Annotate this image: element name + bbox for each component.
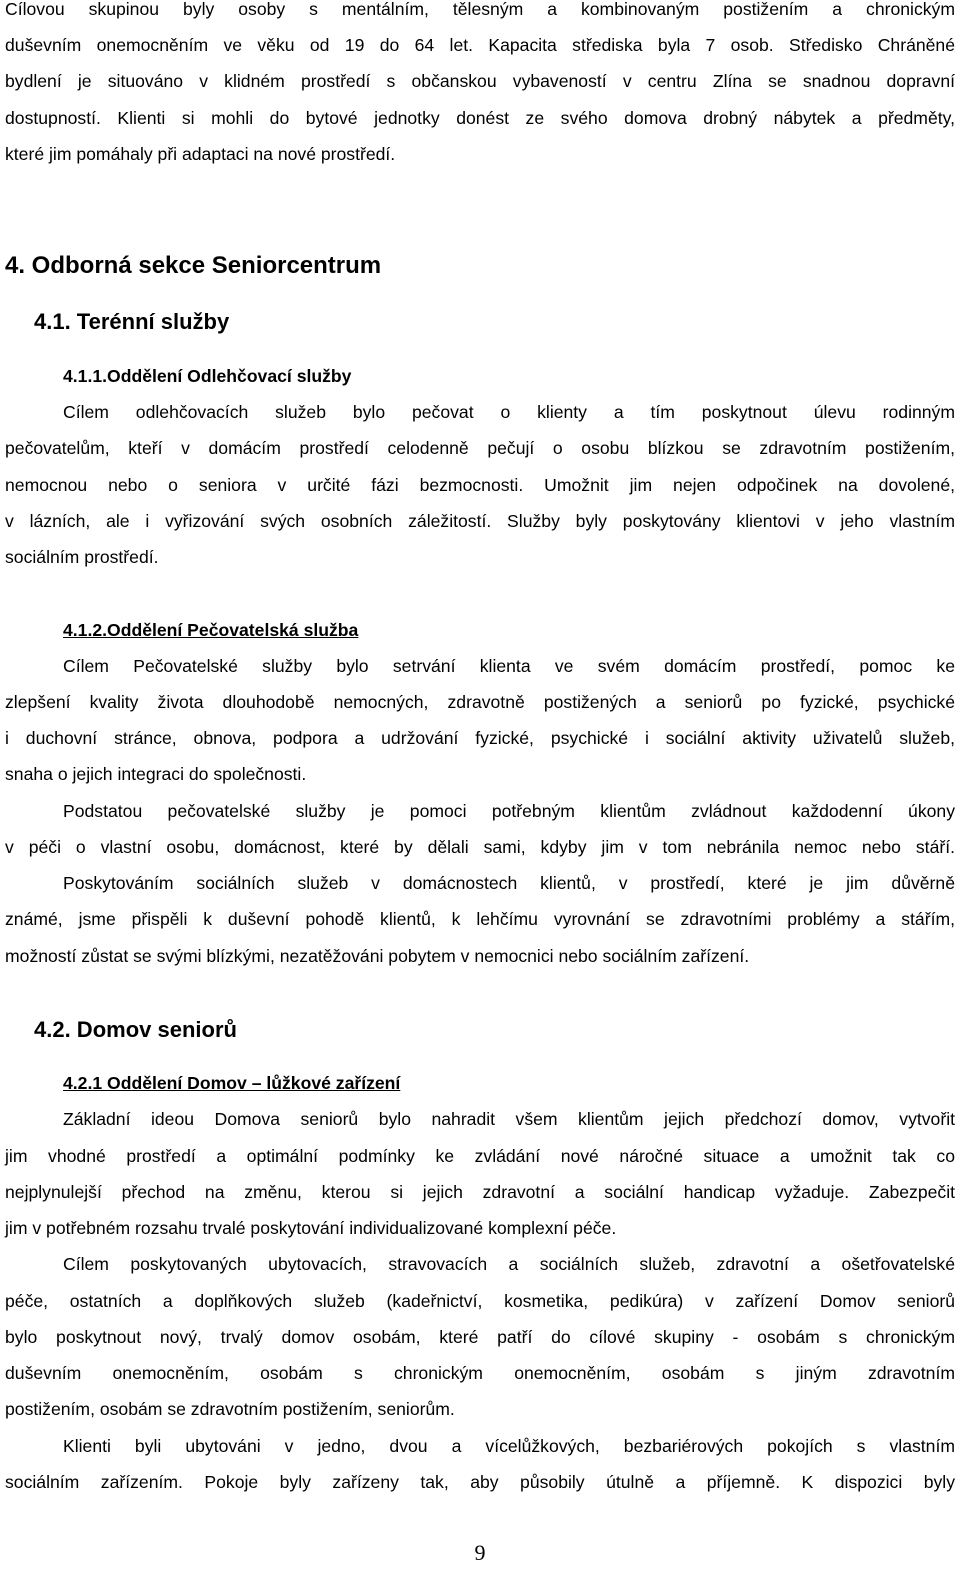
text-line: Cílem Pečovatelské služby bylo setrvání klienta ve svém domácím prostředí, pomoc ke xyxy=(63,656,955,676)
text-line: postižením, osobám se zdravotním postižením, seniorům. xyxy=(5,1399,455,1419)
subsubsection-heading: 4.2.1 Oddělení Domov – lůžkové zařízení xyxy=(63,1073,401,1093)
text-line: bylo poskytnout nový, trvalý domov osobám, které patří do cílové skupiny - osobám s chronickým xyxy=(5,1327,955,1347)
subsection-heading: 4.1. Terénní služby xyxy=(34,309,230,334)
text-line: nemocnou nebo o seniora v určité fázi bezmocnosti. Umožnit jim nejen odpočinek na dovolené, xyxy=(5,475,955,495)
text-line: péče, ostatních a doplňkových služeb (kadeřnictví, kosmetika, pedikúra) v zařízení Domov seniorů xyxy=(5,1291,955,1311)
text-line: Základní ideou Domova seniorů bylo nahradit všem klientům jejich předchozí domov, vytvořit xyxy=(63,1109,955,1129)
text-line: Cílem odlehčovacích služeb bylo pečovat o klienty a tím poskytnout úlevu rodinným xyxy=(63,402,955,422)
text-line: v péči o vlastní osobu, domácnost, které by dělali sami, kdyby jim v tom nebránila nemoc nebo stáří. xyxy=(5,837,955,857)
text-line: známé, jsme přispěli k duševní pohodě klientů, k lehčímu vyrovnání se zdravotními problémy a stářím, xyxy=(5,909,955,929)
section-heading: 4. Odborná sekce Seniorcentrum xyxy=(5,252,382,279)
text-line: Cílem poskytovaných ubytovacích, stravovacích a sociálních služeb, zdravotní a ošetřovatelské xyxy=(63,1254,955,1274)
text-line: duševním onemocněním ve věku od 19 do 64 let. Kapacita střediska byla 7 osob. Středisko Chráněné xyxy=(5,35,955,55)
text-line: bydlení je situováno v klidném prostředí s občanskou vybaveností v centru Zlína se snadnou dopravní xyxy=(5,71,955,91)
text-line: sociálním prostředí. xyxy=(5,547,159,567)
text-line: Cílovou skupinou byly osoby s mentálním, tělesným a kombinovaným postižením a chronickým xyxy=(5,0,955,19)
text-line: které jim pomáhaly při adaptaci na nové prostředí. xyxy=(5,144,396,164)
text-line: sociálním zařízením. Pokoje byly zařízeny tak, aby působily útulně a příjemně. K dispozici byly xyxy=(5,1472,955,1492)
subsection-heading: 4.2. Domov seniorů xyxy=(34,1017,237,1042)
text-line: Klienti byli ubytováni v jedno, dvou a vícelůžkových, bezbariérových pokojích s vlastním xyxy=(63,1436,955,1456)
text-line: Podstatou pečovatelské služby je pomoci potřebným klientům zvládnout každodenní úkony xyxy=(63,801,955,821)
text-line: duševním onemocněním, osobám s chronickým onemocněním, osobám s jiným zdravotním xyxy=(5,1363,955,1383)
text-line: jim v potřebném rozsahu trvalé poskytování individualizované komplexní péče. xyxy=(5,1218,617,1238)
text-line: v lázních, ale i vyřizování svých osobních záležitostí. Služby byly poskytovány klientovi v jeho vlastním xyxy=(5,511,955,531)
page-number: 9 xyxy=(474,1540,486,1565)
text-line: možností zůstat se svými blízkými, nezatěžováni pobytem v nemocnici nebo sociálním zařízení. xyxy=(5,946,750,966)
text-line: dostupností. Klienti si mohli do bytové jednotky donést ze svého domova drobný nábytek a předměty, xyxy=(5,108,955,128)
text-line: Poskytováním sociálních služeb v domácnostech klientů, v prostředí, které je jim důvěrně xyxy=(63,873,955,893)
text-line: snaha o jejich integraci do společnosti. xyxy=(5,764,307,784)
subsubsection-heading: 4.1.1.Oddělení Odlehčovací služby xyxy=(63,366,352,386)
text-line: zlepšení kvality života dlouhodobě nemocných, zdravotně postižených a seniorů po fyzické, psychické xyxy=(5,692,955,712)
text-line: i duchovní stránce, obnova, podpora a udržování fyzické, psychické i sociální aktivity uživatelů služeb, xyxy=(5,728,955,748)
text-line: jim vhodné prostředí a optimální podmínky ke zvládání nové náročné situace a umožnit tak co xyxy=(5,1146,955,1166)
text-line: pečovatelům, kteří v domácím prostředí celodenně pečují o osobu blízkou se zdravotním postižením, xyxy=(5,438,955,458)
subsubsection-heading: 4.1.2.Oddělení Pečovatelská služba xyxy=(63,620,359,640)
text-line: nejplynulejší přechod na změnu, kterou si jejich zdravotní a sociální handicap vyžaduje. Zabezpečit xyxy=(5,1182,955,1202)
